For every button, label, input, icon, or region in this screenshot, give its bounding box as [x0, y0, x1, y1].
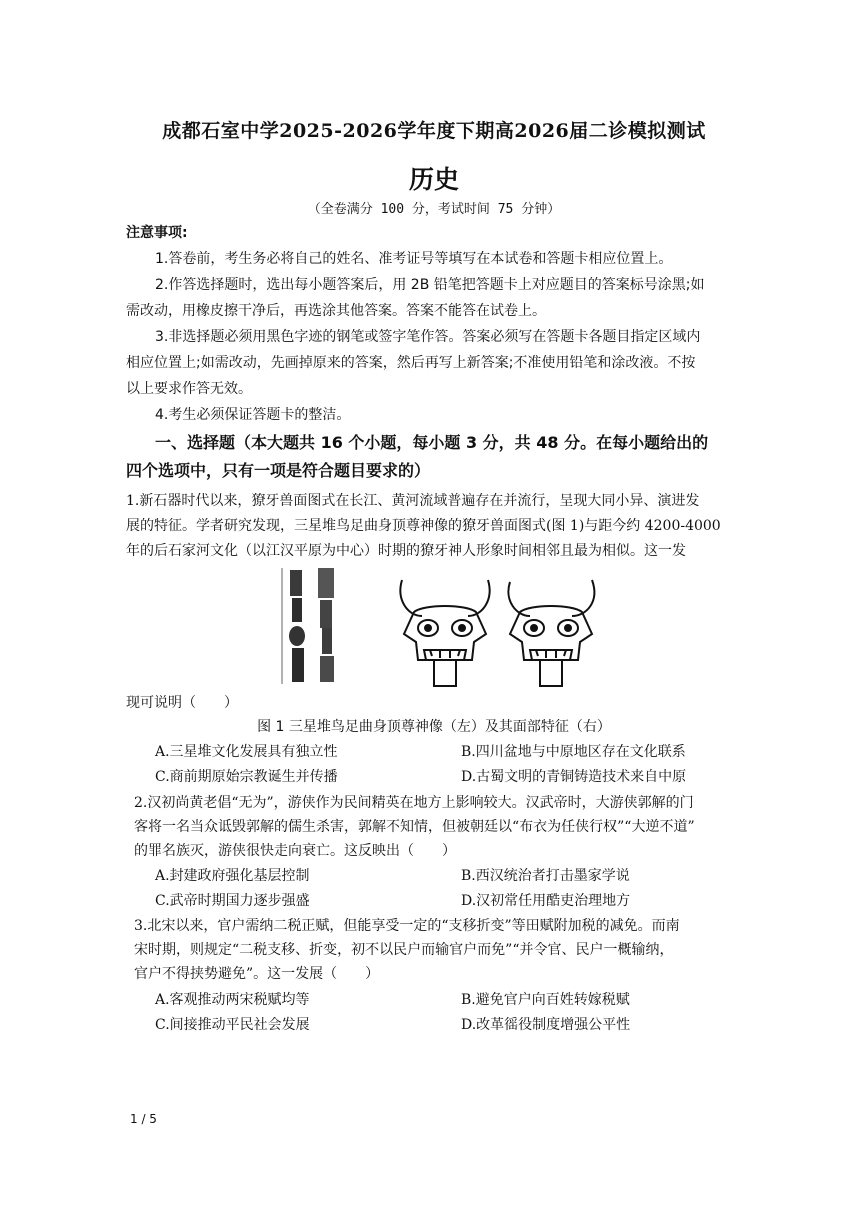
notice-heading: 注意事项: — [126, 225, 188, 241]
option-c: C.武帝时期国力逐步强盛 — [155, 893, 310, 909]
option-a: A.封建政府强化基层控制 — [155, 868, 310, 884]
question-line: 宋时期，则规定“二税支移、折变，初不以民户而输官户而免”“并令官、民户一概输纳， — [134, 942, 674, 958]
subject-title: 历史 — [408, 165, 459, 194]
question-line: 的罪名族灭，游侠很快走向衰亡。这反映出（ ） — [134, 843, 456, 859]
option-c: C.商前期原始宗教诞生并传播 — [155, 769, 338, 785]
question-line: 展的特征。学者研究发现，三星堆鸟足曲身顶尊神像的獠牙兽面图式(图 1)与距今约 4200-4000 — [126, 518, 721, 534]
option-d: D.古蜀文明的青铜铸造技术来自中原 — [461, 769, 687, 785]
notice-line: 需改动，用橡皮擦干净后，再选涂其他答案。答案不能答在试卷上。 — [126, 303, 546, 319]
question-line: 1.新石器时代以来，獠牙兽面图式在长江、黄河流域普遍存在并流行，呈现大同小异、演进发 — [126, 493, 700, 509]
section-heading: 四个选项中，只有一项是符合题目要求的） — [126, 461, 431, 480]
option-d: D.改革徭役制度增强公平性 — [461, 1017, 631, 1033]
option-d: D.汉初常任用酷吏治理地方 — [461, 893, 631, 909]
score-note: （全卷满分 100 分，考试时间 75 分钟） — [307, 202, 561, 217]
page-number: 1 / 5 — [130, 1112, 157, 1126]
figure-caption: 图 1 三星堆鸟足曲身顶尊神像（左）及其面部特征（右） — [257, 719, 611, 735]
question-line: 客将一名当众诋毁郭解的儒生杀害，郭解不知情，但被朝廷以“布衣为任侠行权”“大逆不道” — [134, 819, 695, 835]
option-a: A.客观推动两宋税赋均等 — [155, 992, 310, 1008]
section-heading: 一、选择题（本大题共 16 个小题，每小题 3 分，共 48 分。在每小题给出的 — [155, 433, 709, 452]
notice-line: 1.答卷前，考生务必将自己的姓名、准考证号等填写在本试卷和答题卡相应位置上。 — [155, 251, 673, 267]
notice-line: 相应位置上;如需改动，先画掉原来的答案，然后再写上新答案;不准使用铅笔和涂改液。不按 — [126, 355, 696, 371]
option-c: C.间接推动平民社会发展 — [155, 1017, 310, 1033]
exam-title: 成都石室中学2025-2026学年度下期高2026届二诊模拟测试 — [162, 120, 706, 142]
mask-drawing-front — [394, 576, 496, 688]
question-line: 现可说明（ ） — [126, 695, 238, 711]
option-b: B.避免官户向百姓转嫁税赋 — [461, 992, 630, 1008]
option-b: B.四川盆地与中原地区存在文化联系 — [461, 744, 686, 760]
mask-drawing-side — [500, 576, 602, 688]
option-b: B.西汉统治者打击墨家学说 — [461, 868, 630, 884]
statue-photo — [278, 566, 348, 686]
question-line: 官户不得挟势避免”。这一发展（ ） — [134, 966, 380, 982]
question-line: 年的后石家河文化（以江汉平原为中心）时期的獠牙神人形象时间相邻且最为相似。这一发 — [126, 543, 686, 559]
notice-line: 以上要求作答无效。 — [126, 381, 252, 397]
notice-line: 3.非选择题必须用黑色字迹的钢笔或签字笔作答。答案必须写在答题卡各题目指定区域内 — [155, 329, 701, 345]
notice-line: 2.作答选择题时，选出每小题答案后，用 2B 铅笔把答题卡上对应题目的答案标号涂黑;如 — [155, 277, 705, 293]
option-a: A.三星堆文化发展具有独立性 — [155, 744, 338, 760]
question-line: 3.北宋以来，官户需纳二税正赋，但能享受一定的“支移折变”等田赋附加税的减免。而南 — [134, 918, 680, 934]
notice-line: 4.考生必须保证答题卡的整洁。 — [155, 407, 351, 423]
question-line: 2.汉初尚黄老倡“无为”，游侠作为民间精英在地方上影响较大。汉武帝时，大游侠郭解的门 — [134, 795, 694, 811]
